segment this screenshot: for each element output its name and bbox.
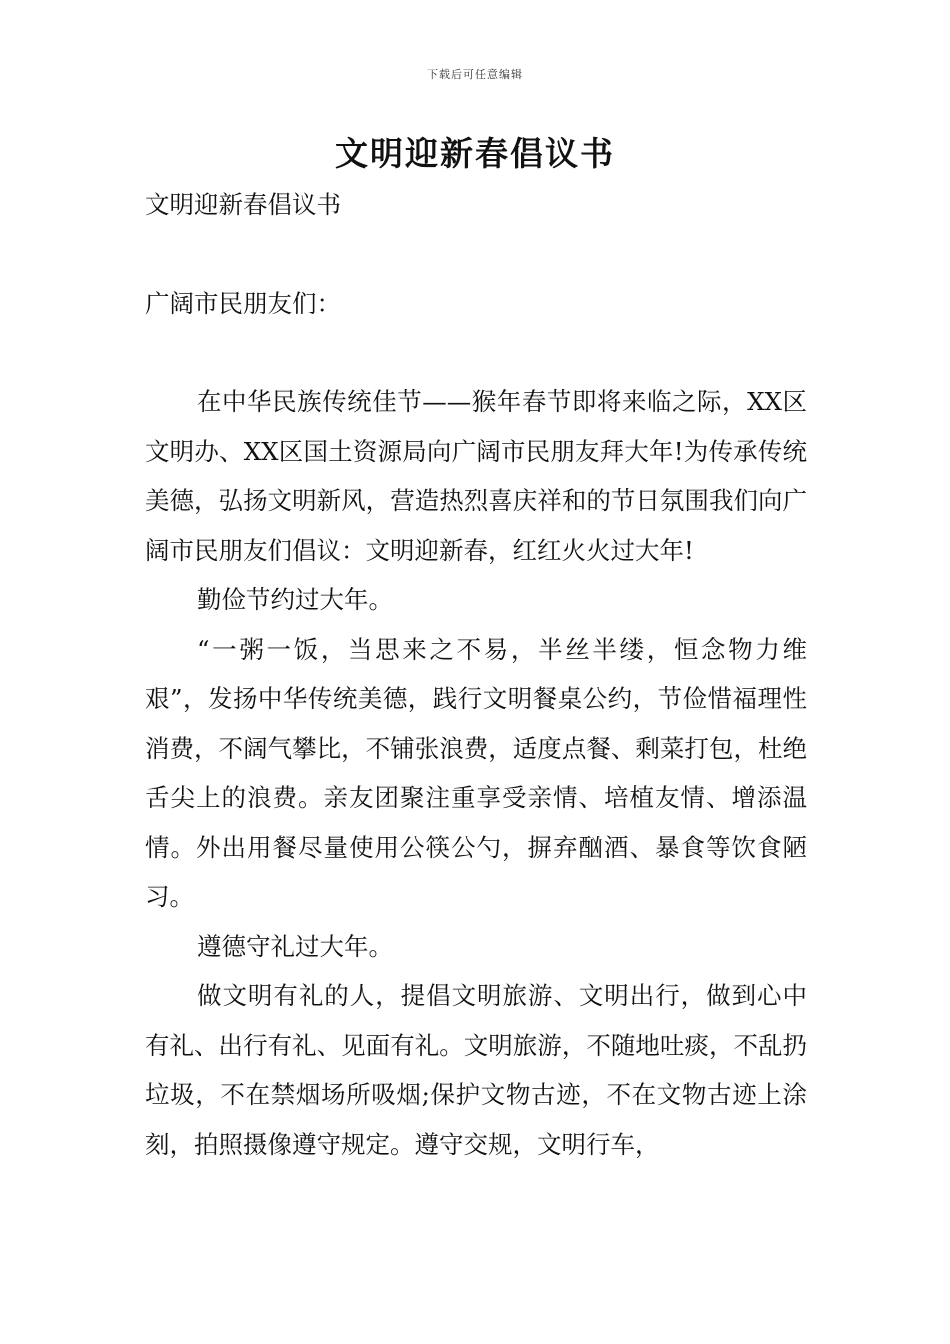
paragraph-intro: 在中华民族传统佳节——猴年春节即将来临之际，XX区文明办、XX区国土资源局向广阔市民朋友拜大年!为传承传统美德，弘扬文明新风，营造热烈喜庆祥和的节日氛围我们向广阔市民朋友们倡议：文明迎新春，红红火火过大年! — [145, 387, 807, 565]
salutation: 广阔市民朋友们： — [145, 288, 341, 318]
document-subtitle: 文明迎新春倡议书 — [145, 190, 341, 219]
document-title: 文明迎新春倡议书 — [335, 134, 615, 173]
paragraph-etiquette: 做文明有礼的人，提倡文明旅游、文明出行，做到心中有礼、出行有礼、见面有礼。文明旅游，不随地吐痰，不乱扔垃圾，不在禁烟场所吸烟;保护文物古迹，不在文物古迹上涂刻，拍照摄像遵守规定。遵守交规，文明行车， — [145, 981, 807, 1159]
section-heading-thrift: 勤俭节约过大年。 — [197, 585, 393, 614]
header-note: 下载后可任意编辑 — [427, 68, 523, 81]
document-body — [145, 180, 807, 1169]
paragraph-thrift: “一粥一饭，当思来之不易，半丝半缕，恒念物力维艰”，发扬中华传统美德，践行文明餐桌公约，节俭惜福理性消费，不阔气攀比，不铺张浪费，适度点餐、剩菜打包，杜绝舌尖上的浪费。亲友团聚注重享受亲情、培植友情、增添温情。外出用餐尽量使用公筷公勺，摒弃酗酒、暴食等饮食陋习。 — [145, 634, 807, 911]
section-heading-etiquette: 遵德守礼过大年。 — [197, 931, 393, 961]
